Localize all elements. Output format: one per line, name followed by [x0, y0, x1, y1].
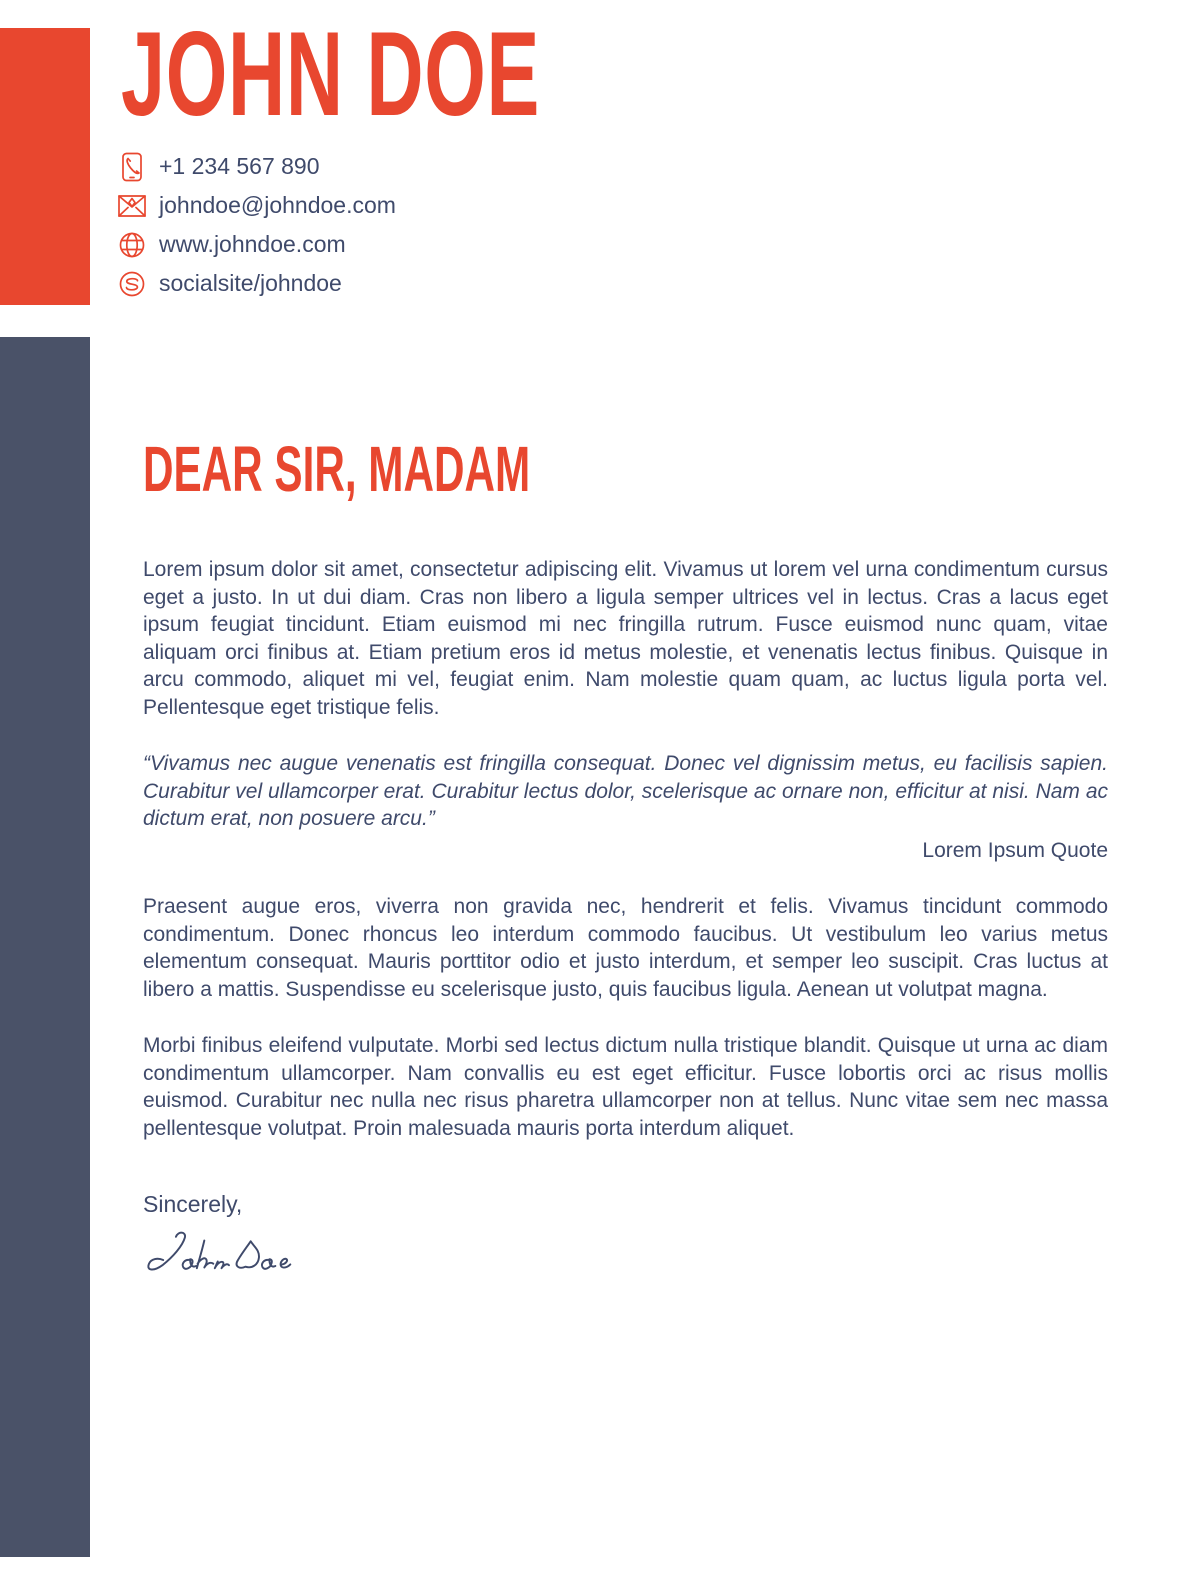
phone-icon: [117, 152, 147, 182]
closing: Sincerely,: [143, 1191, 243, 1217]
contact-email: johndoe@johndoe.com: [159, 192, 396, 218]
contact-row-phone: [117, 153, 396, 180]
salutation: DEAR SIR, MADAM: [143, 433, 531, 505]
contact-social: socialsite/johndoe: [159, 270, 342, 296]
page-title: JOHN DOE: [121, 7, 540, 141]
contact-row-website: [117, 231, 396, 258]
contact-row-email: [117, 192, 396, 219]
letter-body: [143, 433, 1108, 1281]
quote-attribution: Lorem Ipsum Quote: [922, 838, 1108, 862]
email-icon: [117, 191, 147, 221]
signature-script: [143, 1226, 1108, 1281]
contact-row-social: [117, 270, 396, 297]
accent-bar-navy: [0, 337, 90, 1557]
contact-website: www.johndoe.com: [159, 231, 346, 257]
paragraph-2: Praesent augue eros, viverra non gravida nec, hendrerit et felis. Vivamus tincidunt commodo condimentum. Donec rhoncus leo interdum commodo faucibus. Ut vestibulum leo varius metus elementum consequat. Mauris porttitor odio et justo interdum, et semper leo suscipit. Cras luctus at libero a mattis. Suspendisse eu scelerisque justo, quis faucibus ligula. Aenean ut volutpat magna.: [143, 895, 1108, 1001]
paragraph-1: Lorem ipsum dolor sit amet, consectetur adipiscing elit. Vivamus ut lorem vel urna condimentum cursus eget a justo. In ut dui diam. Cras non libero a ligula semper ultrices vel in lectus. Cras a lacus eget ipsum feugiat tincidunt. Etiam euismod mi nec fringilla rutrum. Fusce euismod nunc quam, vitae aliquam orci finibus at. Etiam pretium eros id metus molestie, et venenatis lectus finibus. Quisque in arcu commodo, aliquet mi vel, feugiat enim. Nam molestie quam quam, ac luctus ligula porta vel. Pellentesque eget tristique felis.: [143, 558, 1108, 719]
contact-phone: +1 234 567 890: [159, 153, 320, 179]
quote-text: “Vivamus nec augue venenatis est fringilla consequat. Donec vel dignissim metus, eu facilisis sapien. Curabitur vel ullamcorper erat. Curabitur lectus dolor, scelerisque ac ornare non, efficitur at nisi. Nam ac dictum erat, non posuere arcu.”: [143, 752, 1108, 830]
contact-list: [117, 153, 396, 309]
social-icon: [117, 269, 147, 299]
paragraph-3: Morbi finibus eleifend vulputate. Morbi sed lectus dictum nulla tristique blandit. Quisque ut urna ac diam condimentum ullamcorper. Nam convallis eu est eget efficitur. Fusce lobortis orci ac risus mollis euismod. Curabitur nec nulla nec risus pharetra ullamcorper non at tellus. Nunc vitae sem nec massa pellentesque volutpat. Proin malesuada mauris porta interdum aliquet.: [143, 1034, 1108, 1140]
globe-icon: [117, 230, 147, 260]
accent-bar-red: [0, 28, 90, 305]
